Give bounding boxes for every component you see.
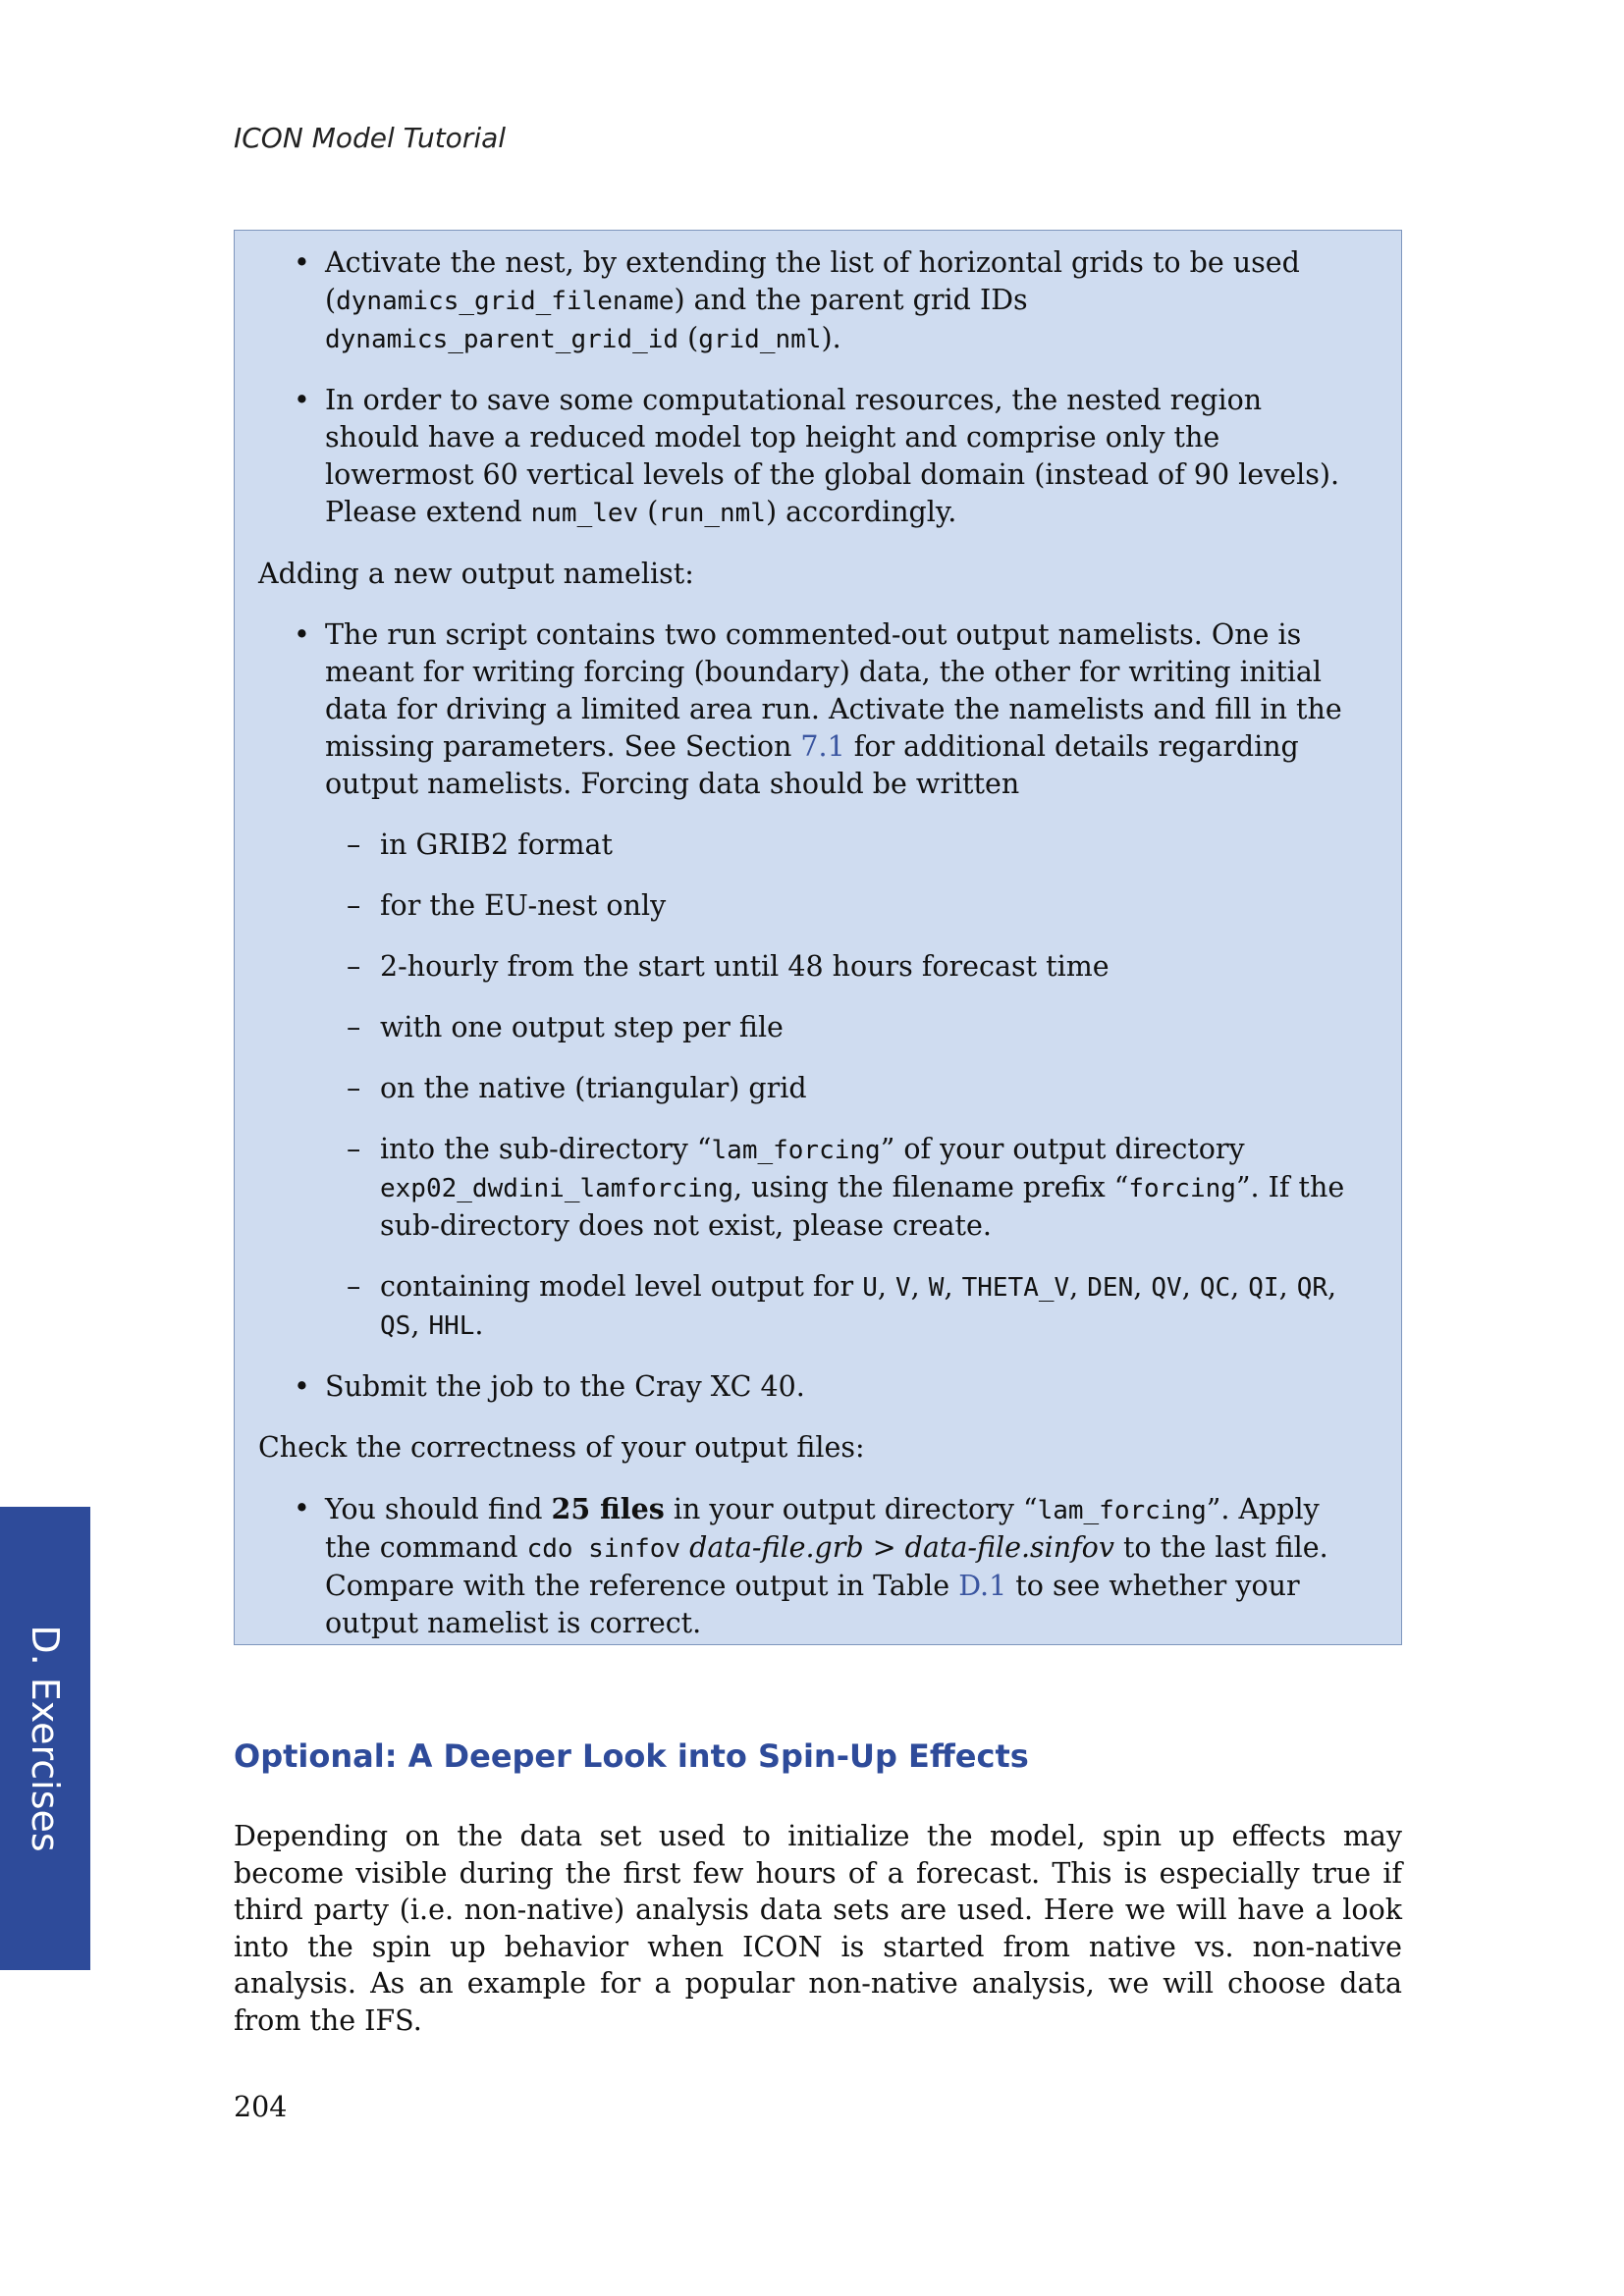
code-run-nml: run_nml	[658, 499, 766, 528]
section-heading: Optional: A Deeper Look into Spin-Up Effects	[234, 1737, 1029, 1775]
text: into the sub-directory “	[380, 1133, 712, 1165]
bullet-output-namelists	[258, 616, 1362, 803]
text	[680, 1531, 689, 1564]
variable-u: U	[862, 1273, 878, 1303]
variable-qv: QV	[1151, 1273, 1182, 1303]
bullet-marker: •	[294, 618, 310, 651]
variable-separator: ,	[1069, 1270, 1088, 1303]
text: 2-hourly from the start until 48 hours forecast time	[380, 950, 1110, 983]
text: ).	[821, 322, 841, 354]
dash-marker: –	[347, 1270, 361, 1303]
dash-item-eu-nest	[258, 887, 1362, 925]
bullet-submit-job	[258, 1368, 1362, 1406]
running-header: ICON Model Tutorial	[234, 122, 507, 154]
page-number: 204	[234, 2091, 288, 2123]
text: to the last file. Compare with the reference output in Table	[325, 1531, 1328, 1602]
text: in your output directory “	[664, 1493, 1038, 1525]
text: In order to save some computational resources, the nested region should have a reduced model top height and comprise only the lowermost 60 vertical levels of the global domain (instead of 90 levels). Please extend	[325, 384, 1339, 528]
text: ) accordingly.	[765, 496, 957, 528]
box-paragraph-adding-namelist: Adding a new output namelist:	[258, 558, 694, 590]
text: You should find	[325, 1493, 552, 1525]
section-7-1-link[interactable]: 7.1	[800, 730, 845, 763]
code-lam-forcing: lam_forcing	[711, 1136, 881, 1165]
dash-item-sub-directory	[258, 1131, 1362, 1245]
bullet-marker: •	[294, 1492, 310, 1524]
italic-data-file-sinfov: data-file.sinfov	[904, 1531, 1114, 1564]
text: The run script contains two commented-out output namelists. One is meant for writing forcing (boundary) data, the other for writing initial data for driving a limited area run. Activate the namelists and fill in the missing parameters. See Section	[325, 618, 1342, 763]
code-lam-forcing: lam_forcing	[1037, 1496, 1207, 1525]
code-forcing-prefix: forcing	[1128, 1174, 1236, 1203]
bullet-marker: •	[294, 246, 310, 279]
dash-marker: –	[347, 950, 361, 983]
dash-item-grib2	[258, 827, 1362, 864]
bullet-find-files	[258, 1490, 1362, 1642]
variable-separator: ,	[1181, 1270, 1200, 1303]
code-dynamics-parent-grid-id: dynamics_parent_grid_id	[325, 325, 679, 354]
body-paragraph: Depending on the data set used to initialize the model, spin up effects may become visible during the first few hours of a forecast. This is especially true if third party (i.e. non-native) analysis data sets are used. Here we will have a look into the spin up behavior when ICON is started from native vs. non-native analysis. As an example for a popular non-native analysis, we will choose data from the IFS.	[234, 1820, 1402, 2037]
bullet-marker: •	[294, 1370, 310, 1403]
dash-item-one-step	[258, 1009, 1362, 1046]
chapter-side-tab-label: D. Exercises	[24, 1625, 67, 1852]
variable-separator: ,	[1230, 1270, 1249, 1303]
bold-25-files: 25 files	[551, 1492, 665, 1525]
table-d-1-link[interactable]: D.1	[958, 1570, 1007, 1602]
dash-marker: –	[347, 1072, 361, 1104]
text: ” of your output directory	[880, 1133, 1245, 1165]
exercise-box	[234, 230, 1402, 1645]
text: to see whether your output namelist is correct.	[325, 1570, 1300, 1639]
bullet-marker: •	[294, 384, 310, 416]
bullet-nested-levels	[258, 382, 1362, 532]
text: in GRIB2 format	[380, 828, 613, 861]
text: Submit the job to the Cray XC 40.	[325, 1370, 805, 1403]
variable-separator: ,	[910, 1270, 929, 1303]
dash-item-model-level-output	[258, 1268, 1362, 1345]
bullet-activate-nest	[258, 244, 1362, 358]
text: for additional details regarding output namelists. Forcing data should be written	[325, 730, 1299, 800]
variable-separator: ,	[1278, 1270, 1297, 1303]
dash-item-native-grid	[258, 1070, 1362, 1107]
text: with one output step per file	[380, 1011, 784, 1043]
text: ”. If the sub-directory does not exist, please create.	[380, 1171, 1345, 1242]
variable-separator: ,	[1327, 1270, 1337, 1303]
text: (	[678, 322, 699, 354]
text: on the native (triangular) grid	[380, 1072, 807, 1104]
chapter-side-tab	[0, 1507, 90, 1970]
box-paragraph-check-correctness: Check the correctness of your output files:	[258, 1431, 865, 1464]
variable-separator: ,	[410, 1308, 429, 1341]
italic-data-file-grb: data-file.grb	[689, 1531, 864, 1564]
text: , using the filename prefix “	[733, 1171, 1129, 1203]
variable-qr: QR	[1296, 1273, 1327, 1303]
variable-separator: ,	[877, 1270, 896, 1303]
text: Activate the nest, by extending the list of horizontal grids to be used (	[325, 246, 1300, 316]
text: containing model level output for	[380, 1270, 863, 1303]
variable-separator: ,	[944, 1270, 962, 1303]
variable-hhl: HHL	[428, 1311, 475, 1341]
text: >	[863, 1531, 905, 1564]
text: (	[638, 496, 659, 528]
code-num-lev: num_lev	[530, 499, 639, 528]
text: for the EU-nest only	[380, 889, 667, 922]
variable-theta-v: THETA_V	[961, 1273, 1070, 1303]
dash-marker: –	[347, 1011, 361, 1043]
variable-qc: QC	[1199, 1273, 1231, 1303]
code-cdo-sinfov: cdo sinfov	[526, 1534, 681, 1564]
code-grid-nml: grid_nml	[698, 325, 822, 354]
dash-item-2-hourly	[258, 948, 1362, 986]
text: ) and the parent grid IDs	[674, 284, 1028, 316]
dash-marker: –	[347, 889, 361, 922]
variable-list-end: .	[474, 1308, 484, 1341]
variable-v: V	[895, 1273, 911, 1303]
dash-marker: –	[347, 1133, 361, 1165]
text: ”. Apply the command	[325, 1493, 1320, 1564]
variable-den: DEN	[1087, 1273, 1134, 1303]
code-exp02-dir: exp02_dwdini_lamforcing	[380, 1174, 734, 1203]
dash-marker: –	[347, 828, 361, 861]
variable-qi: QI	[1248, 1273, 1279, 1303]
variable-separator: ,	[1133, 1270, 1152, 1303]
variable-qs: QS	[380, 1311, 411, 1341]
variable-w: W	[928, 1273, 945, 1303]
code-dynamics-grid-filename: dynamics_grid_filename	[336, 287, 675, 316]
